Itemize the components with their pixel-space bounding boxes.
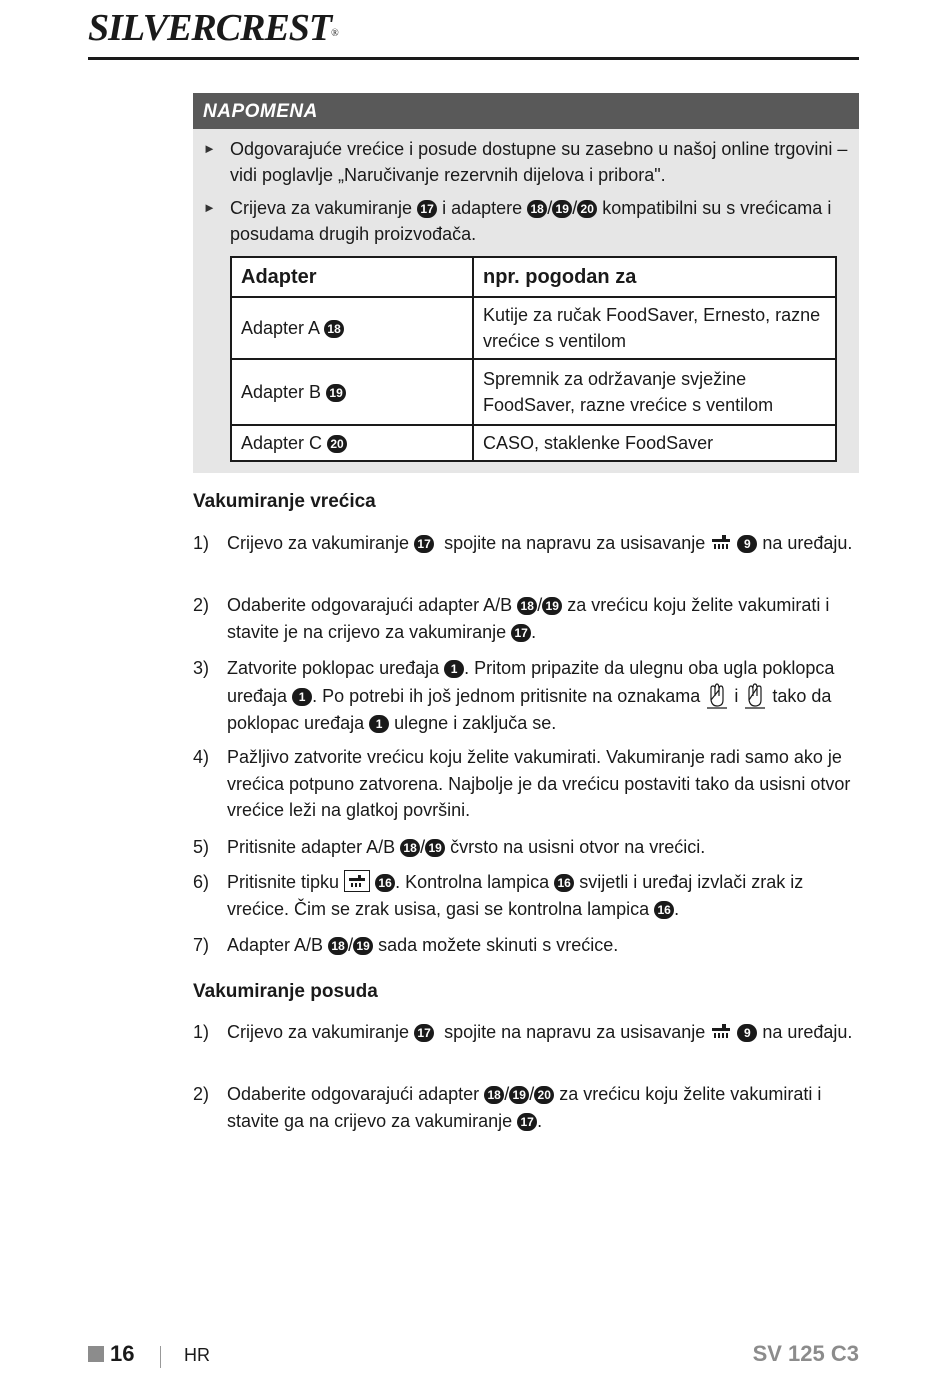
ref-18: 18 bbox=[527, 200, 547, 218]
vacuum-nozzle-icon bbox=[710, 1022, 732, 1040]
table-header-adapter: Adapter bbox=[231, 257, 473, 297]
table-row: Adapter A 18 Kutije za ručak FoodSaver, Ernesto, razne vrećice s ventilom bbox=[231, 297, 836, 359]
note-title: NAPOMENA bbox=[193, 93, 859, 129]
page-number: 16 bbox=[110, 1341, 135, 1366]
table-row: Adapter C 20 CASO, staklenke FoodSaver bbox=[231, 425, 836, 461]
ref-17: 17 bbox=[417, 200, 437, 218]
header-rule bbox=[88, 57, 859, 60]
footer-divider bbox=[160, 1346, 161, 1368]
model-number: SV 125 C3 bbox=[752, 1341, 859, 1366]
vacuum-nozzle-icon bbox=[710, 533, 732, 551]
table-row: Adapter B 19 Spremnik za održavanje svježine FoodSaver, razne vrećice s ventilom bbox=[231, 359, 836, 425]
language-code: HR bbox=[184, 1345, 210, 1365]
hand-press-right-icon bbox=[743, 682, 767, 710]
ref-20: 20 bbox=[577, 200, 597, 218]
arrow-bullet-icon: ► bbox=[203, 141, 216, 156]
brand-logo: SILVERCREST® bbox=[88, 7, 338, 49]
hand-press-left-icon bbox=[705, 682, 729, 710]
adapter-table bbox=[230, 256, 837, 462]
arrow-bullet-icon: ► bbox=[203, 200, 216, 215]
ref-19: 19 bbox=[552, 200, 572, 218]
note-box: NAPOMENA ► Odgovarajuće vrećice i posude dostupne su zasebno u našoj online trgovini – vidi poglavlje „Naručivanje rezervnih dijelova i pribora". ► Crijeva za vakumiranje 17 i adaptere 18 / 19 / 20 kompatibilni su s vrećicama i posudama drugih proizvođača. Adapter npr. pogodan za Adapter A 18 Kutije za ručak FoodSaver, Ernesto, razne vrećice s ventilom Adapter B 19 Spremnik za održavanje svježine FoodSaver, razne vrećice s ventilom Adapter C 20 CASO, staklenke FoodSaver bbox=[193, 93, 859, 473]
section-title-bags: Vakumiranje vrećica bbox=[193, 491, 376, 512]
footer-marker bbox=[88, 1346, 104, 1362]
section-title-containers: Vakumiranje posuda bbox=[193, 981, 378, 1002]
table-header-use: npr. pogodan za bbox=[473, 257, 836, 297]
vacuum-button-icon bbox=[344, 870, 370, 892]
